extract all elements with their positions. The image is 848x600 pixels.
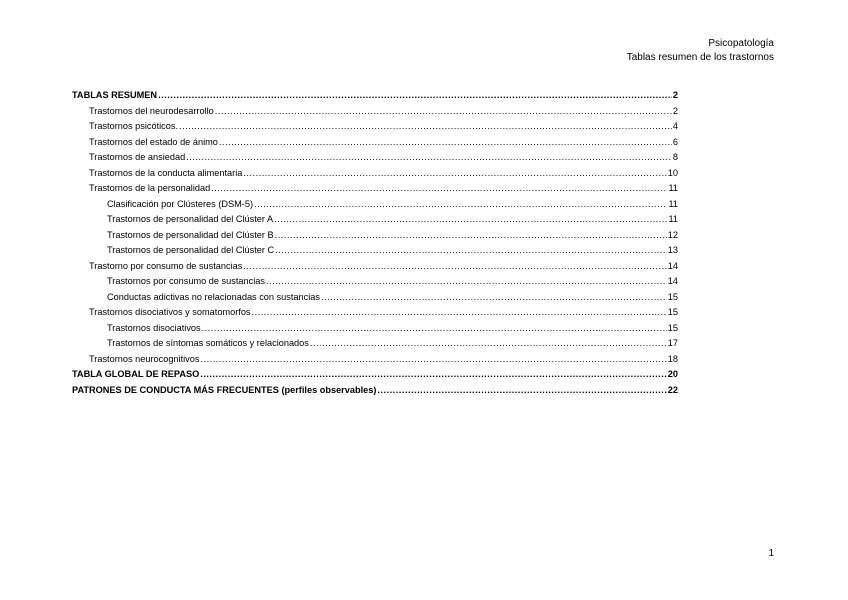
toc-entry-title: Trastornos disociativos <box>107 322 201 333</box>
toc-entry-title: Trastornos por consumo de sustancias <box>107 276 265 286</box>
toc-leader-dots <box>275 230 667 240</box>
toc-entry-page: 11 <box>668 214 678 224</box>
toc-entry[interactable] <box>72 276 678 292</box>
toc-entry[interactable] <box>72 199 678 215</box>
toc-entry-title: Trastornos de síntomas somáticos y relacionados <box>107 338 309 348</box>
toc-leader-dots <box>186 152 672 162</box>
toc-entry-title: Trastorno por consumo de sustancias <box>89 260 243 271</box>
toc-entry-title: TABLAS RESUMEN <box>72 90 158 100</box>
toc-entry-title: Trastornos disociativos y somatomorfos <box>89 307 251 317</box>
toc-entry-title: Trastornos de la conducta alimentaria <box>89 167 243 178</box>
running-header <box>627 37 774 65</box>
toc-entry[interactable] <box>72 121 678 137</box>
toc-entry-page: 10 <box>667 167 678 178</box>
toc-leader-dots <box>266 276 667 286</box>
toc-entry-title: Trastornos de personalidad del Clúster A <box>107 214 274 224</box>
toc-leader-dots <box>254 199 667 209</box>
toc-entry-page: 15 <box>667 291 678 302</box>
toc-entry-title: PATRONES DE CONDUCTA MÁS FRECUENTES (perfiles observables) <box>72 384 377 395</box>
toc-leader-dots <box>243 261 666 271</box>
toc-leader-dots <box>377 385 666 395</box>
toc-entry[interactable] <box>72 152 678 168</box>
toc-leader-dots <box>215 106 672 116</box>
toc-entry[interactable] <box>72 168 678 184</box>
toc-leader-dots <box>179 121 672 131</box>
toc-entry-page: 4 <box>672 121 678 131</box>
toc-entry-title: Trastornos de la personalidad <box>89 183 211 193</box>
toc-entry[interactable] <box>72 183 678 199</box>
toc-entry-page: 12 <box>667 229 678 240</box>
toc-entry-title: TABLA GLOBAL DE REPASO <box>72 369 200 379</box>
toc-entry-page: 2 <box>672 90 678 100</box>
toc-entry[interactable] <box>72 261 678 277</box>
toc-entry-page: 11 <box>668 183 678 193</box>
header-subtitle: Tablas resumen de los trastornos <box>626 52 774 63</box>
toc-entry-page: 20 <box>667 369 678 379</box>
toc-entry-page: 17 <box>667 338 678 348</box>
toc-entry[interactable] <box>72 307 678 323</box>
toc-leader-dots <box>219 137 672 147</box>
toc-entry[interactable] <box>72 354 678 370</box>
toc-entry-page: 22 <box>667 384 678 395</box>
toc-entry-page: 11 <box>668 198 678 209</box>
toc-entry[interactable] <box>72 385 678 401</box>
toc-entry-page: 14 <box>667 276 678 286</box>
toc-entry[interactable] <box>72 245 678 261</box>
header-subject: Psicopatología <box>708 38 774 49</box>
toc-leader-dots <box>211 183 667 193</box>
toc-leader-dots <box>243 168 666 178</box>
page-number: 1 <box>768 548 774 559</box>
toc-leader-dots <box>274 214 667 224</box>
toc-entry-title: Clasificación por Clústeres (DSM-5) <box>107 198 254 209</box>
toc-entry-page: 14 <box>667 260 678 271</box>
toc-leader-dots <box>321 292 667 302</box>
toc-entry-page: 18 <box>667 353 678 364</box>
toc-entry-title: Trastornos de ansiedad <box>89 152 186 162</box>
toc-entry[interactable] <box>72 230 678 246</box>
toc-entry-page: 15 <box>667 322 678 333</box>
toc-entry[interactable] <box>72 369 678 385</box>
toc-entry-page: 8 <box>672 152 678 162</box>
toc-entry-page: 13 <box>667 245 678 255</box>
toc-leader-dots <box>200 354 666 364</box>
toc-entry-title: Trastornos psicóticos. <box>89 121 179 131</box>
table-of-contents <box>72 90 678 400</box>
toc-entry-title: Trastornos de personalidad del Clúster B <box>107 229 274 240</box>
toc-entry[interactable] <box>72 338 678 354</box>
toc-leader-dots <box>275 245 667 255</box>
toc-leader-dots <box>158 90 672 100</box>
toc-entry[interactable] <box>72 214 678 230</box>
toc-entry-title: Trastornos neurocognitivos <box>89 353 200 364</box>
toc-entry-title: Trastornos del estado de ánimo <box>89 136 218 147</box>
toc-entry[interactable] <box>72 106 678 122</box>
toc-entry-title: Trastornos de personalidad del Clúster C <box>107 245 275 255</box>
toc-leader-dots <box>310 338 667 348</box>
toc-entry[interactable] <box>72 90 678 106</box>
toc-entry[interactable] <box>72 292 678 308</box>
toc-entry-page: 2 <box>672 105 678 116</box>
toc-entry-title: Trastornos del neurodesarrollo <box>89 105 214 116</box>
toc-leader-dots <box>252 307 667 317</box>
toc-entry-page: 15 <box>667 307 678 317</box>
toc-leader-dots <box>200 369 667 379</box>
toc-entry-title: Conductas adictivas no relacionadas con sustancias <box>107 291 320 302</box>
toc-entry-page: 6 <box>672 136 678 147</box>
toc-entry[interactable] <box>72 323 678 339</box>
toc-entry[interactable] <box>72 137 678 153</box>
toc-leader-dots <box>202 323 667 333</box>
